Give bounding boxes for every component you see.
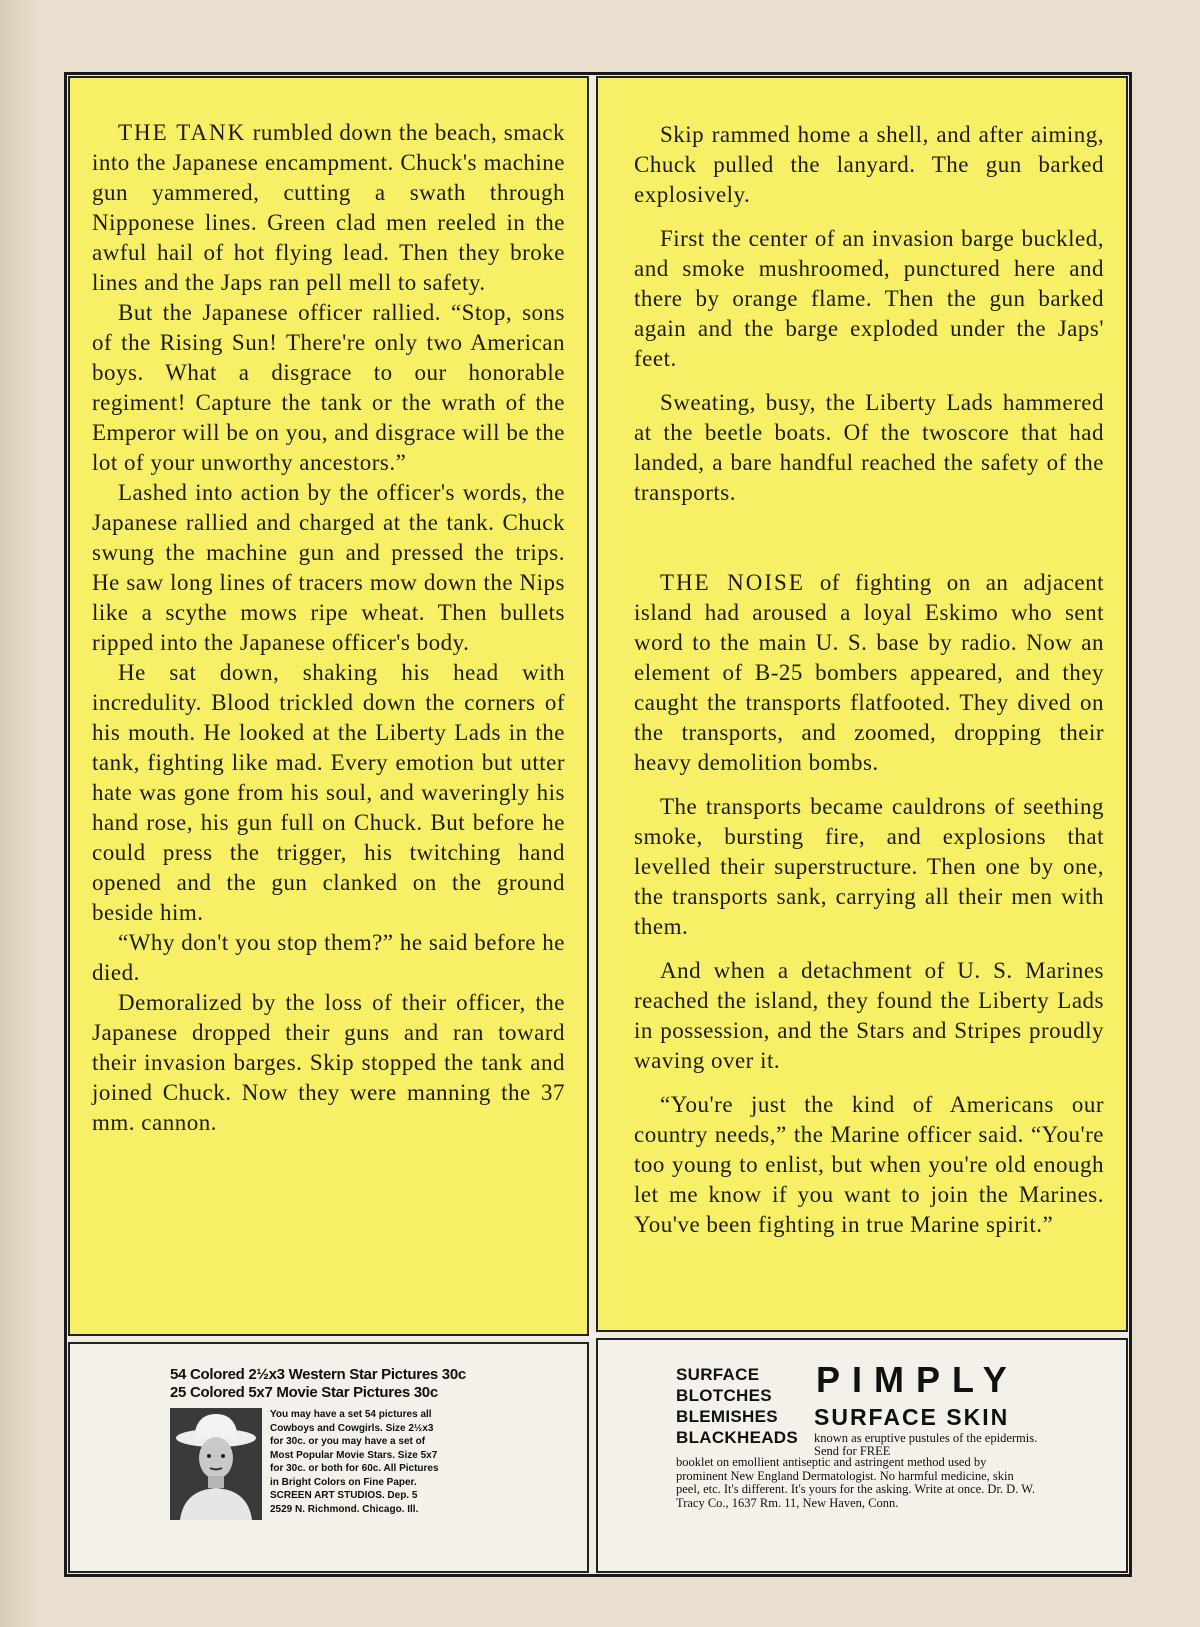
story-paragraph: THE NOISE of fighting on an adjacent island had aroused a loyal Eskimo who sent word to the main U. S. base by radio. Now an element of B-25 bombers appeared, and they caught the transports flatfooted. They dived on the transports, and zoomed, dropping their heavy demolition bombs. <box>634 570 1105 775</box>
story-column-right <box>596 76 1128 1332</box>
story-paragraph: He sat down, shaking his head with incredulity. Blood trickled down the corners of his mouth. He looked at the Liberty Lads in the tank, fighting like mad. Every emotion but utter hate was gone from his soul, and waveringly his hand rose, his gun full on Chuck. But before he could press the trigger, his twitching hand opened and the gun clanked on the ground beside him. <box>92 660 565 925</box>
story-column-left <box>68 76 589 1336</box>
story-paragraph: THE TANK rumbled down the beach, smack into the Japanese encampment. Chuck's machine gun yammered, cutting a swath through Nipponese lines. Green clad men reeled in the awful hail of hot flying lead. Then they broke lines and the Japs ran pell mell to safety. <box>92 120 565 295</box>
story-paragraph: The transports became cauldrons of seething smoke, bursting fire, and explosions that levelled their superstructure. Then one by one, the transports sank, carrying all their men with them. <box>634 794 1104 939</box>
drop-lead: THE TANK <box>118 120 247 145</box>
ad-star-pictures <box>68 1342 589 1573</box>
story-paragraph: “Why don't you stop them?” he said before he died. <box>92 930 565 985</box>
drop-lead: THE NOISE <box>660 570 805 595</box>
ad-body-text: booklet on emollient antiseptic and astringent method used by prominent New England Dermatologist. No harmful medicine, skin peel, etc. It's different. It's yours for the asking. Write at once. Dr. D. W. Tracy Co., 1637 Rm. 11, New Haven, Conn. <box>676 1455 1036 1510</box>
cowboy-portrait-image <box>170 1408 262 1520</box>
story-paragraph: Sweating, busy, the Liberty Lads hammered at the beetle boats. Of the twoscore that had landed, a bare handful reached the safety of the transports. <box>634 390 1104 505</box>
ad-known-as: known as eruptive pustules of the epidermis. Send for FREE <box>814 1431 1038 1458</box>
story-paragraph: Lashed into action by the officer's words, the Japanese rallied and charged at the tank. Chuck swung the machine gun and pressed the trips. He saw long lines of tracers mow down the Nips like a scythe mows ripe wheat. Then bullets ripped into the Japanese officer's body. <box>92 480 565 655</box>
ad-headline: 25 Colored 5x7 Movie Star Pictures 30c <box>170 1384 438 1401</box>
ad-subtitle: SURFACE SKIN <box>814 1404 1010 1430</box>
ad-body-text: You may have a set 54 pictures all Cowboys and Cowgirls. Size 2½x3 for 30c. or you may have a set of Most Popular Movie Stars. Size 5x7 for 30c. or both for 60c. All Pictures in Bright Colors on Fine Paper. SCREEN ART STUDIOS. Dep. 5 2529 N. Richmond. Chicago. Ill. <box>270 1409 439 1515</box>
ad-title: PIMPLY <box>816 1359 1019 1400</box>
ad-headline: 54 Colored 2½x3 Western Star Pictures 30c <box>170 1366 466 1383</box>
story-paragraph: Demoralized by the loss of their officer, the Japanese dropped their guns and ran toward their invasion barges. Skip stopped the tank and joined Chuck. Now they were manning the 37 mm. cannon. <box>92 990 565 1135</box>
symptom-list: SURFACE BLOTCHES BLEMISHES BLACKHEADS <box>676 1365 798 1447</box>
story-paragraph: “You're just the kind of Americans our country needs,” the Marine officer said. “You're too young to enlist, but when you're old enough let me know if you want to join the Marines. You've been fighting in true Marine spirit.” <box>634 1092 1104 1237</box>
ad-pimply-skin <box>596 1338 1128 1573</box>
story-paragraph: But the Japanese officer rallied. “Stop, sons of the Rising Sun! There're only two American boys. What a disgrace to our honorable regiment! Capture the tank or the wrath of the Emperor will be on you, and disgrace will be the lot of your unworthy ancestors.” <box>92 300 565 475</box>
story-paragraph: First the center of an invasion barge buckled, and smoke mushroomed, punctured here and there by orange flame. Then the gun barked again and the barge exploded under the Japs' feet. <box>634 226 1104 371</box>
story-paragraph: Skip rammed home a shell, and after aiming, Chuck pulled the lanyard. The gun barked explosively. <box>634 122 1104 207</box>
story-paragraph: And when a detachment of U. S. Marines reached the island, they found the Liberty Lads in possession, and the Stars and Stripes proudly waving over it. <box>634 958 1104 1073</box>
paper-edge <box>0 0 40 1627</box>
